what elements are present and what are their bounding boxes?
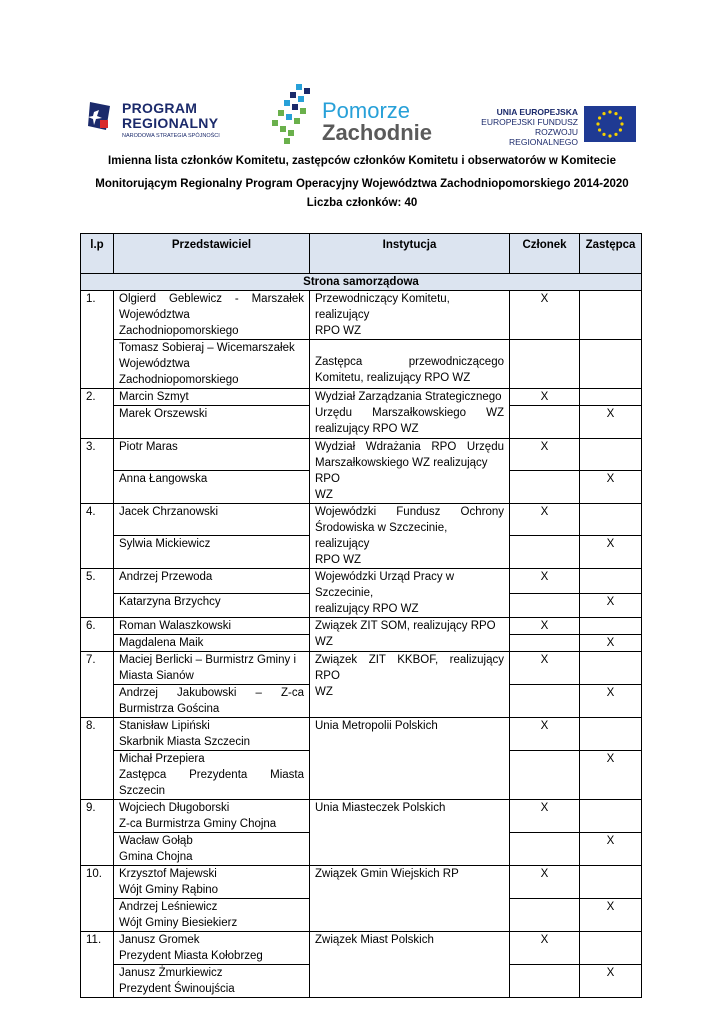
member-mark	[510, 685, 580, 718]
rep-text: Zachodniopomorskiego	[119, 374, 239, 386]
inst-text: WZ	[315, 686, 333, 698]
rep-text: Wójt Gminy Rąbino	[119, 884, 219, 896]
rep-text: Janusz Żmurkiewicz	[119, 967, 223, 979]
row-lp: 8.	[81, 718, 114, 800]
pixel-mosaic-icon	[270, 84, 314, 144]
member-mark	[510, 635, 580, 652]
representative-cell	[114, 751, 310, 800]
inst-text: Wydział Zarządzania Strategicznego	[315, 391, 502, 403]
representative-cell	[114, 899, 310, 932]
inst-text: RPO WZ	[315, 325, 361, 337]
inst-text: Urzędu Marszałkowskiego WZ	[315, 407, 504, 419]
deputy-mark: X	[580, 751, 642, 800]
inst-text: WZ	[315, 489, 333, 501]
institution-cell	[310, 504, 510, 569]
member-mark: X	[510, 389, 580, 406]
member-mark	[510, 965, 580, 998]
rep-text: Z-ca Burmistrza Gminy Chojna	[119, 818, 277, 830]
star-logo-icon	[86, 100, 112, 134]
header-representative: Przedstawiciel	[114, 234, 310, 274]
representative-cell: Anna Łangowska	[114, 471, 310, 504]
eu-line2: EUROPEJSKI FUNDUSZ	[481, 117, 578, 127]
logo-left-line3: NARODOWA STRATEGIA SPÓJNOŚCI	[122, 133, 220, 139]
deputy-mark	[580, 340, 642, 389]
rep-text: Stanisław Lipiński	[119, 720, 210, 732]
deputy-mark	[580, 718, 642, 751]
member-mark	[510, 833, 580, 866]
member-mark	[510, 751, 580, 800]
rep-text: Wójt Gminy Biesiekierz	[119, 917, 238, 929]
inst-text: realizujący RPO WZ	[315, 603, 419, 615]
row-lp: 11.	[81, 932, 114, 998]
header-deputy: Zastępca	[580, 234, 642, 274]
member-mark: X	[510, 866, 580, 899]
pomorze-zachodnie-logo	[270, 84, 433, 148]
member-mark	[510, 406, 580, 439]
representative-cell: Andrzej Przewoda	[114, 569, 310, 594]
deputy-mark: X	[580, 536, 642, 569]
rep-text: Krzysztof Majewski	[119, 868, 217, 880]
rep-text: Prezydent Świnoujścia	[119, 983, 235, 995]
row-lp: 6.	[81, 618, 114, 652]
rep-text: Burmistrza Gościna	[119, 703, 220, 715]
representative-cell: Sylwia Mickiewicz	[114, 536, 310, 569]
logo-left-line1: PROGRAM	[122, 100, 198, 116]
table-row	[81, 504, 642, 536]
row-lp: 3.	[81, 439, 114, 504]
section-row	[81, 274, 642, 291]
table-row	[81, 439, 642, 471]
representative-cell	[114, 800, 310, 833]
header-lp: l.p	[81, 234, 114, 274]
institution-cell: Związek Gmin Wiejskich RP	[310, 866, 510, 932]
deputy-mark	[580, 932, 642, 965]
member-count: Liczba członków: 40	[306, 197, 418, 209]
inst-text: Komitetu, realizujący RPO WZ	[315, 372, 471, 384]
member-mark	[510, 471, 580, 504]
table-row	[81, 389, 642, 406]
institution-cell	[310, 652, 510, 718]
deputy-mark: X	[580, 593, 642, 618]
inst-text: Przewodniczący Komitetu, realizujący	[315, 293, 450, 321]
rep-text: Skarbnik Miasta Szczecin	[119, 736, 251, 748]
deputy-mark: X	[580, 635, 642, 652]
table-row	[81, 652, 642, 685]
institution-cell	[310, 569, 510, 618]
heading-line2: Monitorującym Regionalny Program Operacyjny Województwa Zachodniopomorskiego 2014-2020	[95, 178, 629, 190]
deputy-mark	[580, 618, 642, 635]
inst-text: Marszałkowskiego WZ realizujący RPO	[315, 457, 488, 485]
rep-text: Miasta Sianów	[119, 670, 194, 682]
deputy-mark	[580, 389, 642, 406]
rep-text: Wacław Gołąb	[119, 835, 193, 847]
representative-cell	[114, 718, 310, 751]
logo-mid-line1: Pomorze	[322, 98, 411, 123]
representative-cell: Piotr Maras	[114, 439, 310, 471]
representative-cell: Marcin Szmyt	[114, 389, 310, 406]
eu-logo-text	[480, 107, 578, 147]
rep-text: Andrzej Jakubowski – Z-ca	[119, 687, 304, 699]
representative-cell	[114, 965, 310, 998]
representative-cell	[114, 652, 310, 685]
representative-cell: Katarzyna Brzychcy	[114, 593, 310, 618]
representative-cell	[114, 340, 310, 389]
representative-cell	[114, 866, 310, 899]
inst-text: Środowiska w Szczecinie, realizujący	[315, 522, 448, 550]
row-lp: 5.	[81, 569, 114, 618]
member-mark: X	[510, 291, 580, 340]
rep-text: Województwa	[119, 358, 190, 370]
deputy-mark	[580, 569, 642, 594]
row-lp: 9.	[81, 800, 114, 866]
member-mark: X	[510, 652, 580, 685]
deputy-mark	[580, 866, 642, 899]
rep-text: Szczecin	[119, 785, 166, 797]
table-row	[81, 618, 642, 635]
rep-text: Województwa	[119, 309, 190, 321]
header-member: Członek	[510, 234, 580, 274]
rep-text: Wojciech Długoborski	[119, 802, 230, 814]
institution-cell: Związek Miast Polskich	[310, 932, 510, 998]
heading-line1: Imienna lista członków Komitetu, zastępców członków Komitetu i obserwatorów w Komitecie	[108, 155, 616, 167]
program-regionalny-logo	[86, 98, 236, 146]
deputy-mark	[580, 800, 642, 833]
rep-text: Zachodniopomorskiego	[119, 325, 239, 337]
table-row	[81, 718, 642, 751]
representative-cell	[114, 685, 310, 718]
member-mark	[510, 593, 580, 618]
row-lp: 10.	[81, 866, 114, 932]
institution-cell	[310, 389, 510, 439]
member-mark	[510, 536, 580, 569]
table-row	[81, 291, 642, 340]
section-title: Strona samorządowa	[81, 274, 642, 291]
member-mark: X	[510, 800, 580, 833]
member-mark	[510, 340, 580, 389]
table-row	[81, 932, 642, 965]
row-lp: 4.	[81, 504, 114, 569]
rep-text: Michał Przepiera	[119, 753, 205, 765]
members-table	[80, 233, 642, 998]
representative-cell: Jacek Chrzanowski	[114, 504, 310, 536]
representative-cell: Marek Orszewski	[114, 406, 310, 439]
representative-cell	[114, 932, 310, 965]
institution-cell	[310, 291, 510, 340]
deputy-mark: X	[580, 685, 642, 718]
deputy-mark: X	[580, 965, 642, 998]
rep-text: Andrzej Leśniewicz	[119, 901, 218, 913]
member-mark: X	[510, 618, 580, 635]
representative-cell: Magdalena Maik	[114, 635, 310, 652]
deputy-mark: X	[580, 471, 642, 504]
eu-line1: UNIA EUROPEJSKA	[496, 107, 578, 117]
eu-line3: ROZWOJU REGIONALNEGO	[509, 127, 578, 147]
rep-text: Zastępca Prezydenta Miasta	[119, 769, 304, 781]
rep-text: Gmina Chojna	[119, 851, 193, 863]
logo-left-line2: REGIONALNY	[122, 115, 219, 131]
deputy-mark	[580, 291, 642, 340]
representative-cell	[114, 291, 310, 340]
member-mark: X	[510, 569, 580, 594]
deputy-mark	[580, 439, 642, 471]
table-header-row	[81, 234, 642, 274]
deputy-mark	[580, 652, 642, 685]
member-mark: X	[510, 932, 580, 965]
institution-cell	[310, 340, 510, 389]
logo-mid-line2: Zachodnie	[322, 120, 433, 145]
rep-text: Tomasz Sobieraj – Wicemarszałek	[119, 342, 295, 354]
table-row	[81, 340, 642, 389]
deputy-mark: X	[580, 406, 642, 439]
inst-text: Związek ZIT KKBOF, realizujący RPO	[315, 654, 504, 682]
inst-text: RPO WZ	[315, 554, 361, 566]
row-lp: 2.	[81, 389, 114, 439]
deputy-mark: X	[580, 899, 642, 932]
representative-cell	[114, 833, 310, 866]
header-institution: Instytucja	[310, 234, 510, 274]
table-row	[81, 800, 642, 833]
eu-flag-icon	[584, 106, 636, 142]
rep-text: Janusz Gromek	[119, 934, 200, 946]
inst-text: Wojewódzki Fundusz Ochrony	[315, 506, 504, 518]
member-mark: X	[510, 439, 580, 471]
member-mark: X	[510, 504, 580, 536]
inst-text: Wojewódzki Urząd Pracy w Szczecinie,	[315, 571, 455, 599]
eu-logo	[480, 104, 640, 147]
institution-cell	[310, 439, 510, 504]
institution-cell: Unia Metropolii Polskich	[310, 718, 510, 800]
inst-text: Wydział Wdrażania RPO Urzędu	[315, 441, 504, 453]
institution-cell: Unia Miasteczek Polskich	[310, 800, 510, 866]
inst-text: Zastępca przewodniczącego	[315, 356, 504, 368]
representative-cell: Roman Walaszkowski	[114, 618, 310, 635]
table-row	[81, 569, 642, 594]
institution-cell: Związek ZIT SOM, realizujący RPO WZ	[310, 618, 510, 652]
rep-text: Olgierd Geblewicz - Marszałek	[119, 293, 304, 305]
table-row	[81, 866, 642, 899]
member-mark: X	[510, 718, 580, 751]
row-lp: 7.	[81, 652, 114, 718]
deputy-mark: X	[580, 833, 642, 866]
deputy-mark	[580, 504, 642, 536]
logo-bar	[80, 80, 640, 148]
row-lp: 1.	[81, 291, 114, 389]
rep-text: Maciej Berlicki – Burmistrz Gminy i	[119, 654, 296, 666]
inst-text: realizujący RPO WZ	[315, 423, 419, 435]
member-mark	[510, 899, 580, 932]
rep-text: Prezydent Miasta Kołobrzeg	[119, 950, 263, 962]
